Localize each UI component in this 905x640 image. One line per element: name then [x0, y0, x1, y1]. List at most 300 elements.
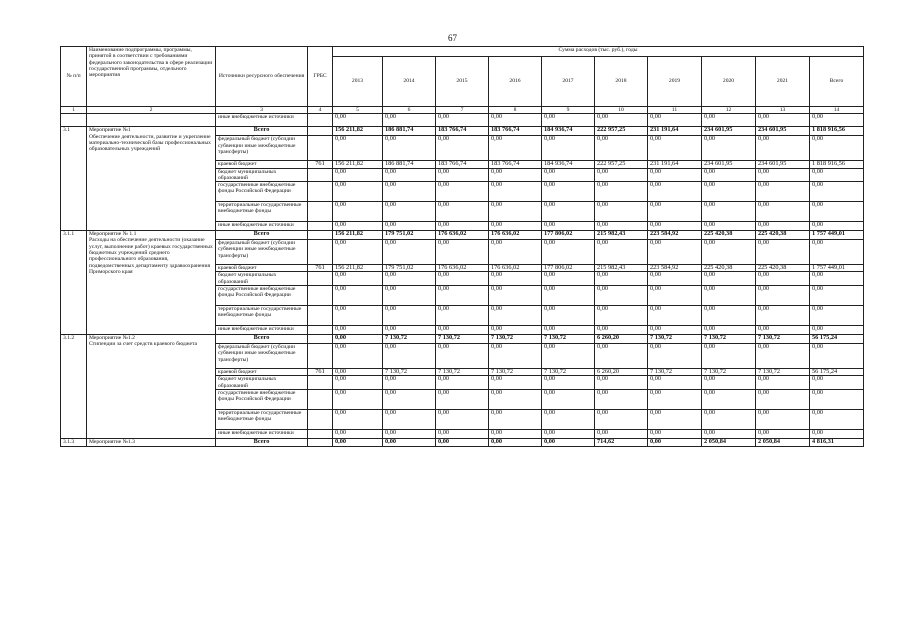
item-number: 3.1.3	[61, 438, 87, 446]
value-cell: 0,00	[542, 222, 595, 231]
item-description: Обеспечение деятельности, развитие и укрепление материально-технической базы профессиональных образовательных учреждений	[89, 133, 211, 153]
value-cell: 0,00	[383, 182, 436, 202]
value-cell: 0,00	[436, 438, 489, 446]
grbs-cell	[308, 389, 333, 409]
value-cell: 0,00	[702, 409, 756, 429]
value-cell: 0,00	[756, 409, 810, 429]
value-cell: 4 816,31	[810, 438, 864, 446]
value-cell: 0,00	[542, 272, 595, 286]
value-cell: 0,00	[756, 306, 810, 326]
source-cell: иные внебюджетные источники	[216, 429, 308, 438]
value-cell: 0,00	[810, 376, 864, 390]
item-title: Мероприятие № 1.1	[89, 231, 137, 238]
value-cell: 0,00	[333, 376, 383, 390]
value-cell: 2 050,84	[702, 438, 756, 446]
value-cell: 156 211,82	[333, 231, 383, 240]
grbs-cell	[308, 240, 333, 265]
table-row	[61, 231, 864, 240]
source-cell: бюджет муниципальных образований	[216, 272, 308, 286]
value-cell: 0,00	[436, 429, 489, 438]
value-cell: 56 175,24	[810, 335, 864, 344]
value-cell: 0,00	[383, 409, 436, 429]
value-cell: 0,00	[595, 168, 648, 182]
column-index: 4	[308, 107, 333, 114]
value-cell: 0,00	[489, 202, 542, 222]
value-cell: 0,00	[333, 182, 383, 202]
value-cell: 6 260,20	[595, 335, 648, 344]
value-cell: 179 751,02	[383, 265, 436, 272]
value-cell: 0,00	[810, 326, 864, 335]
value-cell: 0,00	[436, 376, 489, 390]
value-cell: 0,00	[489, 222, 542, 231]
source-cell: федеральный бюджет (субсидии субвенции иные межбюджетные трансферты)	[216, 136, 308, 161]
value-cell: 2 050,84	[756, 438, 810, 446]
item-name	[87, 335, 216, 439]
value-cell: 0,00	[702, 306, 756, 326]
value-cell: 0,00	[436, 202, 489, 222]
value-cell: 0,00	[333, 286, 383, 306]
value-cell: 0,00	[595, 240, 648, 265]
value-cell: 0,00	[595, 182, 648, 202]
value-cell: 0,00	[489, 272, 542, 286]
value-cell: 176 636,02	[489, 265, 542, 272]
value-cell: 0,00	[810, 272, 864, 286]
column-index: 1	[61, 107, 87, 114]
value-cell: 0,00	[810, 409, 864, 429]
source-cell: иные внебюджетные источники	[216, 222, 308, 231]
value-cell: 0,00	[595, 429, 648, 438]
value-cell: 0,00	[489, 286, 542, 306]
value-cell: 0,00	[383, 306, 436, 326]
grbs-cell	[308, 272, 333, 286]
source-cell: Всего	[216, 127, 308, 136]
value-cell: 0,00	[756, 136, 810, 161]
value-cell: 222 957,25	[595, 127, 648, 136]
value-cell: 0,00	[595, 409, 648, 429]
value-cell: 0,00	[436, 306, 489, 326]
value-cell: 1 757 449,01	[810, 265, 864, 272]
source-cell: территориальные государственные внебюджетные фонды	[216, 306, 308, 326]
value-cell: 0,00	[756, 326, 810, 335]
value-cell: 0,00	[489, 389, 542, 409]
value-cell: 0,00	[383, 438, 436, 446]
value-cell: 186 881,74	[383, 161, 436, 168]
value-cell: 0,00	[756, 272, 810, 286]
header-year: 2021	[756, 57, 810, 107]
value-cell: 0,00	[383, 429, 436, 438]
value-cell: 0,00	[648, 389, 702, 409]
value-cell: 0,00	[702, 222, 756, 231]
value-cell: 0,00	[595, 272, 648, 286]
value-cell: 0,00	[383, 240, 436, 265]
header-year: 2015	[436, 57, 489, 107]
value-cell: 0,00	[702, 182, 756, 202]
value-cell: 0,00	[648, 182, 702, 202]
source-cell: федеральный бюджет (субсидии субвенции иные межбюджетные трансферты)	[216, 344, 308, 369]
grbs-cell	[308, 344, 333, 369]
value-cell: 0,00	[333, 202, 383, 222]
item-name	[87, 438, 216, 446]
value-cell: 0,00	[489, 306, 542, 326]
value-cell: 0,00	[542, 376, 595, 390]
source-cell: территориальные государственные внебюджетные фонды	[216, 409, 308, 429]
value-cell: 0,00	[756, 240, 810, 265]
value-cell: 0,00	[595, 306, 648, 326]
value-cell: 0,00	[810, 114, 864, 127]
value-cell: 7 130,72	[489, 369, 542, 376]
grbs-cell	[308, 286, 333, 306]
grbs-cell: 761	[308, 161, 333, 168]
value-cell: 0,00	[436, 182, 489, 202]
value-cell: 0,00	[542, 240, 595, 265]
value-cell: 0,00	[333, 114, 383, 127]
value-cell: 0,00	[383, 202, 436, 222]
value-cell: 0,00	[702, 114, 756, 127]
budget-table	[60, 46, 864, 447]
value-cell: 0,00	[702, 286, 756, 306]
header-year: 2016	[489, 57, 542, 107]
value-cell: 7 130,72	[756, 369, 810, 376]
column-index: 5	[333, 107, 383, 114]
value-cell: 0,00	[383, 222, 436, 231]
value-cell: 0,00	[810, 286, 864, 306]
item-name	[87, 231, 216, 335]
value-cell: 0,00	[702, 168, 756, 182]
value-cell: 0,00	[436, 409, 489, 429]
value-cell: 0,00	[756, 286, 810, 306]
value-cell: 0,00	[595, 136, 648, 161]
value-cell: 0,00	[333, 344, 383, 369]
item-title: Мероприятие №1	[89, 127, 131, 134]
header-year: 2017	[542, 57, 595, 107]
value-cell: 7 130,72	[436, 335, 489, 344]
value-cell: 0,00	[702, 202, 756, 222]
value-cell: 7 130,72	[702, 335, 756, 344]
value-cell: 0,00	[756, 222, 810, 231]
value-cell: 176 636,02	[489, 231, 542, 240]
grbs-cell	[308, 114, 333, 127]
value-cell: 0,00	[489, 429, 542, 438]
source-cell: бюджет муниципальных образований	[216, 376, 308, 390]
value-cell: 0,00	[542, 306, 595, 326]
source-cell: краевой бюджет	[216, 265, 308, 272]
value-cell: 7 130,72	[648, 369, 702, 376]
value-cell: 183 766,74	[489, 127, 542, 136]
item-description: Расходы на обеспечение деятельности (оказание услуг, выполнение работ) краевых государственных бюджетных учреждений среднего профессионального образования, подведомственных департаменту здравоохранения Приморского края	[89, 237, 213, 275]
value-cell: 0,00	[542, 286, 595, 306]
value-cell: 0,00	[702, 389, 756, 409]
value-cell: 231 191,64	[648, 127, 702, 136]
value-cell: 0,00	[333, 222, 383, 231]
value-cell: 0,00	[383, 136, 436, 161]
value-cell: 0,00	[436, 344, 489, 369]
grbs-cell	[308, 182, 333, 202]
value-cell: 1 818 916,56	[810, 161, 864, 168]
value-cell: 0,00	[333, 168, 383, 182]
value-cell: 7 130,72	[436, 369, 489, 376]
grbs-cell: 761	[308, 265, 333, 272]
value-cell: 0,00	[436, 222, 489, 231]
source-cell: иные внебюджетные источники	[216, 114, 308, 127]
column-index: 6	[383, 107, 436, 114]
value-cell: 0,00	[436, 272, 489, 286]
value-cell: 56 175,24	[810, 369, 864, 376]
grbs-cell	[308, 222, 333, 231]
grbs-cell	[308, 438, 333, 446]
value-cell: 0,00	[489, 240, 542, 265]
header-sources: Источники ресурсного обеспечения	[216, 47, 308, 107]
grbs-cell	[308, 231, 333, 240]
table-row	[61, 335, 864, 344]
source-cell: государственные внебюджетные фонды Российской Федерации	[216, 286, 308, 306]
value-cell: 0,00	[333, 136, 383, 161]
value-cell: 0,00	[542, 429, 595, 438]
value-cell: 7 130,72	[542, 335, 595, 344]
header-year: 2013	[333, 57, 383, 107]
value-cell: 0,00	[810, 344, 864, 369]
source-cell: территориальные государственные внебюджетные фонды	[216, 202, 308, 222]
value-cell: 0,00	[333, 335, 383, 344]
value-cell: 0,00	[333, 429, 383, 438]
item-description: Стипендии за счет средств краевого бюджета	[89, 341, 197, 348]
value-cell: 184 936,74	[542, 161, 595, 168]
value-cell: 0,00	[333, 272, 383, 286]
value-cell: 0,00	[756, 114, 810, 127]
value-cell: 0,00	[648, 222, 702, 231]
column-index: 11	[648, 107, 702, 114]
value-cell: 0,00	[436, 389, 489, 409]
value-cell: 0,00	[489, 326, 542, 335]
value-cell: 0,00	[489, 114, 542, 127]
table-row	[61, 114, 864, 127]
value-cell: 222 957,25	[595, 161, 648, 168]
value-cell: 176 636,02	[436, 265, 489, 272]
value-cell: 0,00	[542, 438, 595, 446]
value-cell: 0,00	[333, 326, 383, 335]
value-cell: 0,00	[648, 376, 702, 390]
value-cell: 0,00	[810, 136, 864, 161]
item-number: 3.1.1	[61, 231, 87, 335]
value-cell: 183 766,74	[436, 127, 489, 136]
value-cell: 0,00	[648, 272, 702, 286]
source-cell: Всего	[216, 335, 308, 344]
value-cell: 7 130,72	[489, 335, 542, 344]
value-cell: 225 420,38	[756, 231, 810, 240]
value-cell: 177 806,02	[542, 231, 595, 240]
header-year: 2019	[648, 57, 702, 107]
value-cell: 186 881,74	[383, 127, 436, 136]
source-cell: краевой бюджет	[216, 369, 308, 376]
value-cell: 234 601,95	[756, 127, 810, 136]
value-cell: 223 584,92	[648, 231, 702, 240]
value-cell: 0,00	[648, 429, 702, 438]
grbs-cell	[308, 136, 333, 161]
header-year: Всего	[810, 57, 864, 107]
value-cell: 0,00	[436, 136, 489, 161]
value-cell: 0,00	[648, 240, 702, 265]
value-cell: 0,00	[702, 376, 756, 390]
value-cell: 7 130,72	[756, 335, 810, 344]
value-cell: 7 130,72	[648, 335, 702, 344]
value-cell: 0,00	[436, 114, 489, 127]
value-cell: 0,00	[702, 272, 756, 286]
table-row	[61, 438, 864, 446]
value-cell: 0,00	[648, 438, 702, 446]
grbs-cell	[308, 429, 333, 438]
value-cell: 0,00	[542, 114, 595, 127]
grbs-cell	[308, 326, 333, 335]
value-cell: 0,00	[542, 136, 595, 161]
value-cell: 0,00	[383, 286, 436, 306]
column-index: 10	[595, 107, 648, 114]
value-cell: 0,00	[383, 114, 436, 127]
value-cell: 0,00	[436, 168, 489, 182]
value-cell: 223 584,92	[648, 265, 702, 272]
value-cell: 225 420,38	[702, 231, 756, 240]
value-cell: 0,00	[595, 114, 648, 127]
value-cell: 156 211,82	[333, 161, 383, 168]
value-cell: 0,00	[542, 182, 595, 202]
grbs-cell	[308, 376, 333, 390]
grbs-cell: 761	[308, 369, 333, 376]
value-cell: 0,00	[810, 389, 864, 409]
value-cell: 0,00	[436, 286, 489, 306]
value-cell: 0,00	[702, 240, 756, 265]
grbs-cell	[308, 168, 333, 182]
value-cell: 0,00	[489, 438, 542, 446]
num-cell	[61, 114, 87, 127]
value-cell: 0,00	[542, 389, 595, 409]
value-cell: 0,00	[489, 376, 542, 390]
value-cell: 0,00	[756, 168, 810, 182]
value-cell: 0,00	[702, 429, 756, 438]
item-number: 3.1.2	[61, 335, 87, 439]
value-cell: 177 806,02	[542, 265, 595, 272]
column-index: 8	[489, 107, 542, 114]
value-cell: 0,00	[383, 376, 436, 390]
value-cell: 0,00	[648, 136, 702, 161]
value-cell: 0,00	[648, 344, 702, 369]
value-cell: 0,00	[756, 376, 810, 390]
item-title: Мероприятие №1.3	[89, 438, 135, 445]
value-cell: 225 420,38	[756, 265, 810, 272]
header-year: 2014	[383, 57, 436, 107]
value-cell: 0,00	[595, 389, 648, 409]
value-cell: 0,00	[648, 326, 702, 335]
page-number: 67	[448, 33, 457, 43]
value-cell: 1 818 916,56	[810, 127, 864, 136]
value-cell: 231 191,64	[648, 161, 702, 168]
value-cell: 7 130,72	[702, 369, 756, 376]
value-cell: 234 601,95	[702, 127, 756, 136]
column-index: 12	[702, 107, 756, 114]
source-cell: краевой бюджет	[216, 161, 308, 168]
value-cell: 0,00	[648, 168, 702, 182]
value-cell: 183 766,74	[489, 161, 542, 168]
grbs-cell	[308, 409, 333, 429]
header-sum: Сумма расходов (тыс. руб.), годы	[333, 47, 864, 57]
header-num: № п/п	[61, 47, 87, 107]
value-cell: 0,00	[756, 344, 810, 369]
value-cell: 7 130,72	[383, 335, 436, 344]
source-cell: государственные внебюджетные фонды Российской Федерации	[216, 389, 308, 409]
header-grbs: ГРБС	[308, 47, 333, 107]
value-cell: 0,00	[648, 306, 702, 326]
value-cell: 0,00	[702, 344, 756, 369]
value-cell: 0,00	[383, 344, 436, 369]
value-cell: 0,00	[489, 409, 542, 429]
value-cell: 0,00	[383, 168, 436, 182]
grbs-cell	[308, 127, 333, 136]
value-cell: 0,00	[810, 168, 864, 182]
value-cell: 0,00	[810, 202, 864, 222]
value-cell: 0,00	[595, 344, 648, 369]
value-cell: 7 130,72	[383, 369, 436, 376]
value-cell: 0,00	[648, 286, 702, 306]
header-name: Наименование подпрограммы, программы, принятой в соответствии с требованиями федерального законодательства в сфере реализации государственной программы, отдельного мероприятия	[87, 47, 216, 107]
value-cell: 0,00	[542, 326, 595, 335]
source-cell: Всего	[216, 231, 308, 240]
value-cell: 156 211,82	[333, 127, 383, 136]
source-cell: бюджет муниципальных образований	[216, 168, 308, 182]
value-cell: 0,00	[333, 306, 383, 326]
value-cell: 0,00	[542, 409, 595, 429]
value-cell: 0,00	[756, 202, 810, 222]
value-cell: 0,00	[489, 182, 542, 202]
value-cell: 234 601,95	[702, 161, 756, 168]
value-cell: 0,00	[542, 344, 595, 369]
value-cell: 0,00	[756, 389, 810, 409]
value-cell: 234 601,95	[756, 161, 810, 168]
value-cell: 0,00	[810, 306, 864, 326]
value-cell: 0,00	[595, 202, 648, 222]
value-cell: 0,00	[333, 389, 383, 409]
value-cell: 0,00	[436, 326, 489, 335]
value-cell: 0,00	[756, 429, 810, 438]
value-cell: 0,00	[810, 182, 864, 202]
value-cell: 0,00	[648, 202, 702, 222]
source-cell: иные внебюджетные источники	[216, 326, 308, 335]
value-cell: 0,00	[810, 240, 864, 265]
item-name	[87, 127, 216, 231]
value-cell: 6 260,20	[595, 369, 648, 376]
column-index: 14	[810, 107, 864, 114]
value-cell: 0,00	[383, 272, 436, 286]
value-cell: 0,00	[756, 182, 810, 202]
value-cell: 183 766,74	[436, 161, 489, 168]
value-cell: 0,00	[489, 136, 542, 161]
value-cell: 0,00	[489, 168, 542, 182]
value-cell: 0,00	[810, 429, 864, 438]
name-cell	[87, 114, 216, 127]
value-cell: 0,00	[333, 240, 383, 265]
value-cell: 179 751,02	[383, 231, 436, 240]
header-year: 2020	[702, 57, 756, 107]
grbs-cell	[308, 335, 333, 344]
column-index: 9	[542, 107, 595, 114]
value-cell: 0,00	[648, 409, 702, 429]
value-cell: 714,62	[595, 438, 648, 446]
value-cell: 184 936,74	[542, 127, 595, 136]
column-index: 3	[216, 107, 308, 114]
column-index: 7	[436, 107, 489, 114]
value-cell: 0,00	[542, 168, 595, 182]
value-cell: 0,00	[595, 326, 648, 335]
value-cell: 0,00	[702, 136, 756, 161]
value-cell: 176 636,02	[436, 231, 489, 240]
value-cell: 7 130,72	[542, 369, 595, 376]
item-number: 3.1	[61, 127, 87, 231]
